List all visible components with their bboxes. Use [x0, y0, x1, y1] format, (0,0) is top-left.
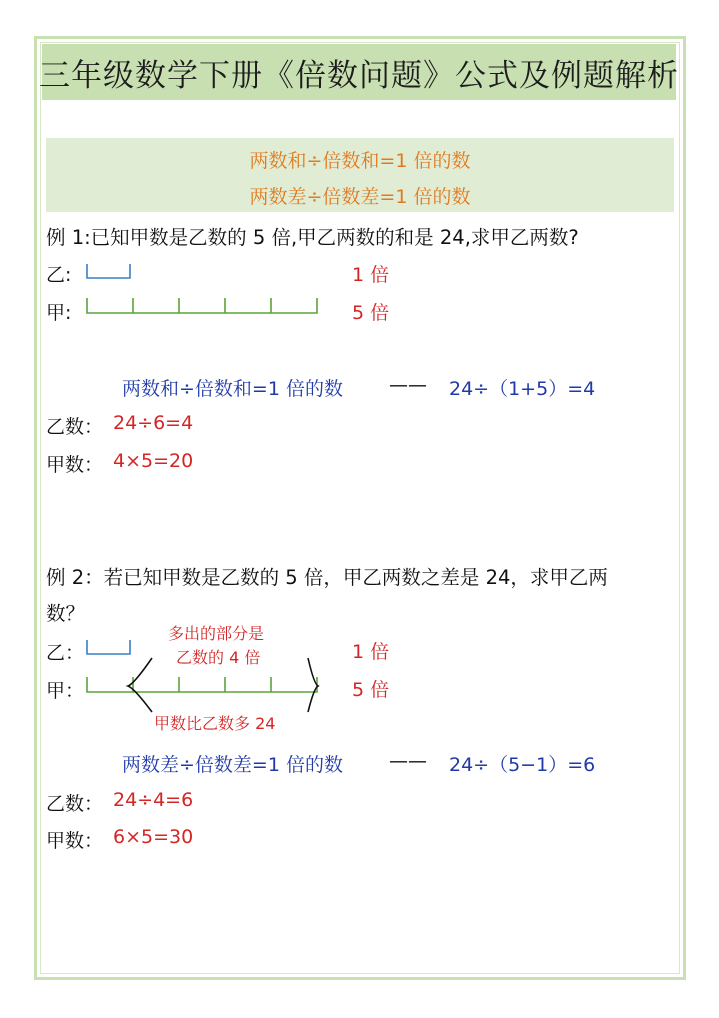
example1-yi-times: 1 倍 — [352, 264, 390, 286]
example2-calc: 24÷（5−1）=6 — [449, 754, 596, 776]
example1-formula: 两数和÷倍数和=1 倍的数 — [122, 378, 343, 400]
example2-brace-left — [128, 658, 152, 712]
example1-jia-times: 5 倍 — [352, 302, 390, 324]
example2-annotation-top-line2: 乙数的 4 倍 — [176, 648, 261, 667]
example2-brace-right — [308, 658, 318, 712]
example2-question-line2: 数？ — [46, 602, 86, 625]
example1-jia-segment — [86, 298, 322, 316]
example1-yi-answer-label: 乙数： — [46, 416, 104, 438]
formula-box — [46, 138, 674, 212]
page-title: 三年级数学下册《倍数问题》公式及例题解析 — [39, 57, 679, 94]
example1-calc: 24÷（1+5）=4 — [449, 378, 596, 400]
example2-formula: 两数差÷倍数差=1 倍的数 — [122, 754, 343, 776]
example1-jia-answer-label: 甲数： — [46, 454, 104, 476]
example2-jia-segment — [86, 656, 322, 714]
title-bar — [39, 44, 679, 100]
example2-yi-label: 乙： — [46, 642, 85, 664]
example1-jia-label: 甲: — [46, 302, 72, 324]
example1-yi-segment — [86, 264, 132, 282]
example2-jia-label: 甲： — [46, 680, 85, 702]
example2-jia-times: 5 倍 — [352, 679, 390, 701]
example2-jia-answer: 6×5=30 — [113, 826, 194, 848]
example1-dash: —— — [389, 374, 427, 396]
example2-annotation-top-line1: 多出的部分是 — [168, 624, 265, 643]
example2-yi-answer: 24÷4=6 — [113, 789, 194, 811]
example1-yi-answer: 24÷6=4 — [113, 412, 194, 434]
sum-formula: 两数和÷倍数和=1 倍的数 — [249, 150, 471, 172]
diff-formula: 两数差÷倍数差=1 倍的数 — [249, 186, 471, 208]
example2-dash: —— — [389, 750, 427, 772]
example1-question: 例 1:已知甲数是乙数的 5 倍,甲乙两数的和是 24,求甲乙两数? — [46, 226, 579, 249]
example1-jia-answer: 4×5=20 — [113, 450, 194, 472]
example2-yi-answer-label: 乙数： — [46, 793, 104, 815]
example1-yi-label: 乙: — [46, 264, 72, 286]
example2-question-line1: 例 2：若已知甲数是乙数的 5 倍，甲乙两数之差是 24，求甲乙两 — [46, 566, 608, 589]
example2-annotation-bottom: 甲数比乙数多 24 — [154, 714, 276, 733]
example2-jia-answer-label: 甲数： — [46, 830, 104, 852]
example2-yi-times: 1 倍 — [352, 641, 390, 663]
